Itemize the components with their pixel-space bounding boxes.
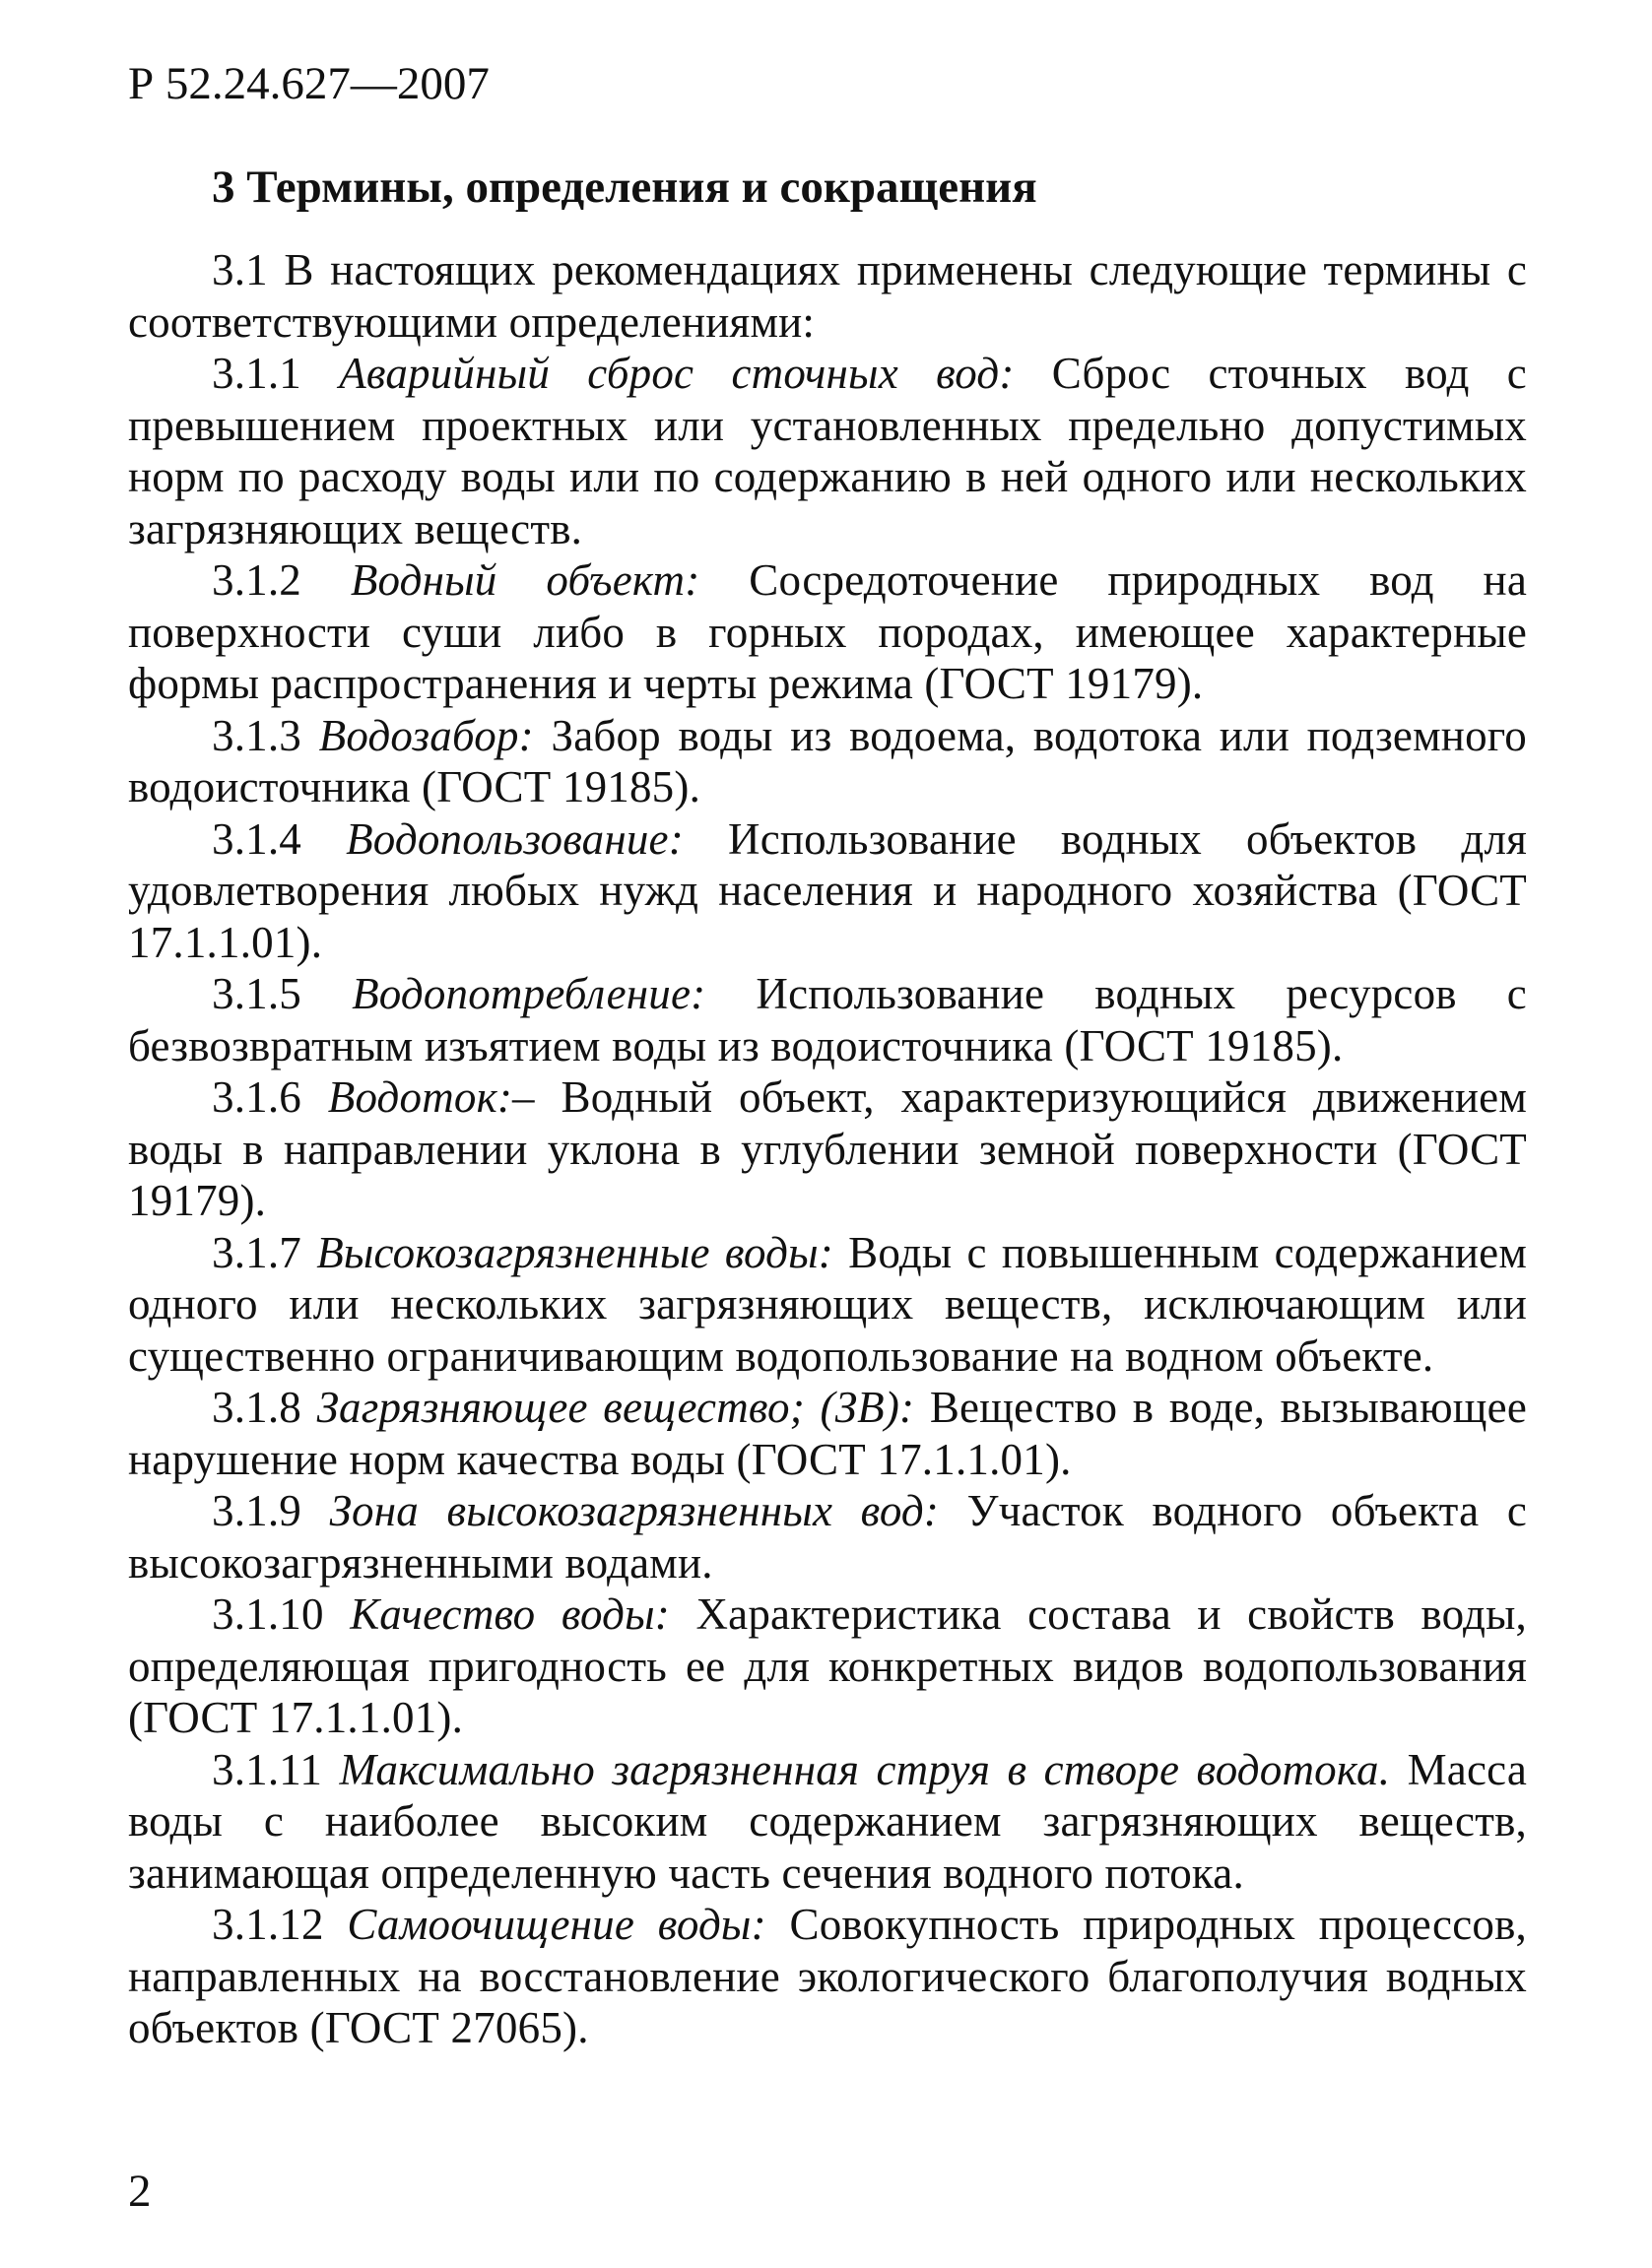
term-number: 3.1.3 [212,710,301,760]
term-entry [128,968,1527,1071]
term-name: Качество воды: [350,1589,670,1639]
term-name: Зона высокозагрязненных вод: [329,1486,940,1535]
term-definition: Водный объект, характеризующийся движением воды в направлении уклона в углублении земной поверхности (ГОСТ 19179). [128,1072,1528,1225]
term-definition: Использование водных объектов для удовлетворения любых нужд населения и народного хозяйства (ГОСТ 17.1.1.01). [128,813,1527,967]
term-number: 3.1.6 [212,1072,301,1122]
term-name: Максимально загрязненная струя в створе водотока. [339,1744,1391,1794]
term-number: 3.1.1 [212,349,301,398]
term-entry [128,1071,1527,1227]
term-entry [128,1588,1527,1744]
term-entry [128,813,1527,969]
term-definition: Характеристика состава и свойств воды, определяющая пригодность ее для конкретных видов водопользования (ГОСТ 17.1.1.01). [128,1589,1527,1742]
term-definition: Использование водных ресурсов с безвозвратным изъятием воды из водоисточника (ГОСТ 19185). [128,969,1527,1070]
page-number: 2 [128,2166,152,2217]
term-definition: Сброс сточных вод с превышением проектных или установленных предельно допустимых норм по расходу воды или по содержанию в ней одного или нескольких загрязняющих веществ. [128,349,1527,553]
intro-paragraph: 3.1 В настоящих рекомендациях применены следующие термины с соответствующими определениями: [128,245,1527,347]
section-title: 3 Термины, определения и сокращения [212,162,1037,213]
term-number: 3.1.10 [212,1589,324,1639]
term-entry [128,710,1527,813]
term-number: 3.1.7 [212,1227,301,1277]
term-definition: Вещество в воде, вызывающее нарушение норм качества воды (ГОСТ 17.1.1.01). [128,1383,1527,1484]
term-name: Водный объект: [350,555,700,605]
term-name: Аварийный сброс сточных вод: [339,349,1015,398]
term-number: 3.1.9 [212,1486,301,1535]
section-body [128,244,1527,2054]
term-entry [128,1744,1527,1900]
term-entry [128,348,1527,554]
term-definition: Совокупность природных процессов, направленных на восстановление экологического благополучия водных объектов (ГОСТ 27065). [128,1900,1527,2052]
term-name: Загрязняющее вещество; (ЗВ): [316,1383,915,1432]
term-name: Водопользование: [346,813,684,864]
term-entry [128,554,1527,710]
term-name: Водоток:– [327,1072,535,1122]
term-entry [128,1227,1527,1383]
document-code: Р 52.24.627—2007 [128,58,490,109]
term-name: Водопотребление: [352,969,706,1018]
term-entry [128,1899,1527,2054]
term-number: 3.1.12 [212,1900,324,1949]
term-name: Водозабор: [318,710,534,760]
term-number: 3.1.11 [212,1744,323,1794]
term-number: 3.1.8 [212,1383,301,1432]
term-definition: Забор воды из водоема, водотока или подземного водоисточника (ГОСТ 19185). [128,710,1528,811]
term-number: 3.1.4 [212,813,301,864]
term-name: Высокозагрязненные воды: [316,1227,833,1277]
term-definition: Участок водного объекта с высокозагрязненными водами. [128,1486,1527,1588]
term-definition: Сосредоточение природных вод на поверхности суши либо в горных породах, имеющее характерные формы распространения и черты режима (ГОСТ 19179). [128,555,1528,708]
term-number: 3.1.2 [212,555,301,605]
term-number: 3.1.5 [212,969,301,1018]
term-definition: Воды с повышенным содержанием одного или нескольких загрязняющих веществ, исключающим или существенно ограничивающим водопользование на водном объекте. [128,1227,1528,1381]
term-name: Самоочищение воды: [347,1900,766,1949]
term-entry [128,1382,1527,1485]
term-definition: Масса воды с наиболее высоким содержанием загрязняющих веществ, занимающая определенную часть сечения водного потока. [128,1744,1528,1898]
term-entry [128,1485,1527,1588]
